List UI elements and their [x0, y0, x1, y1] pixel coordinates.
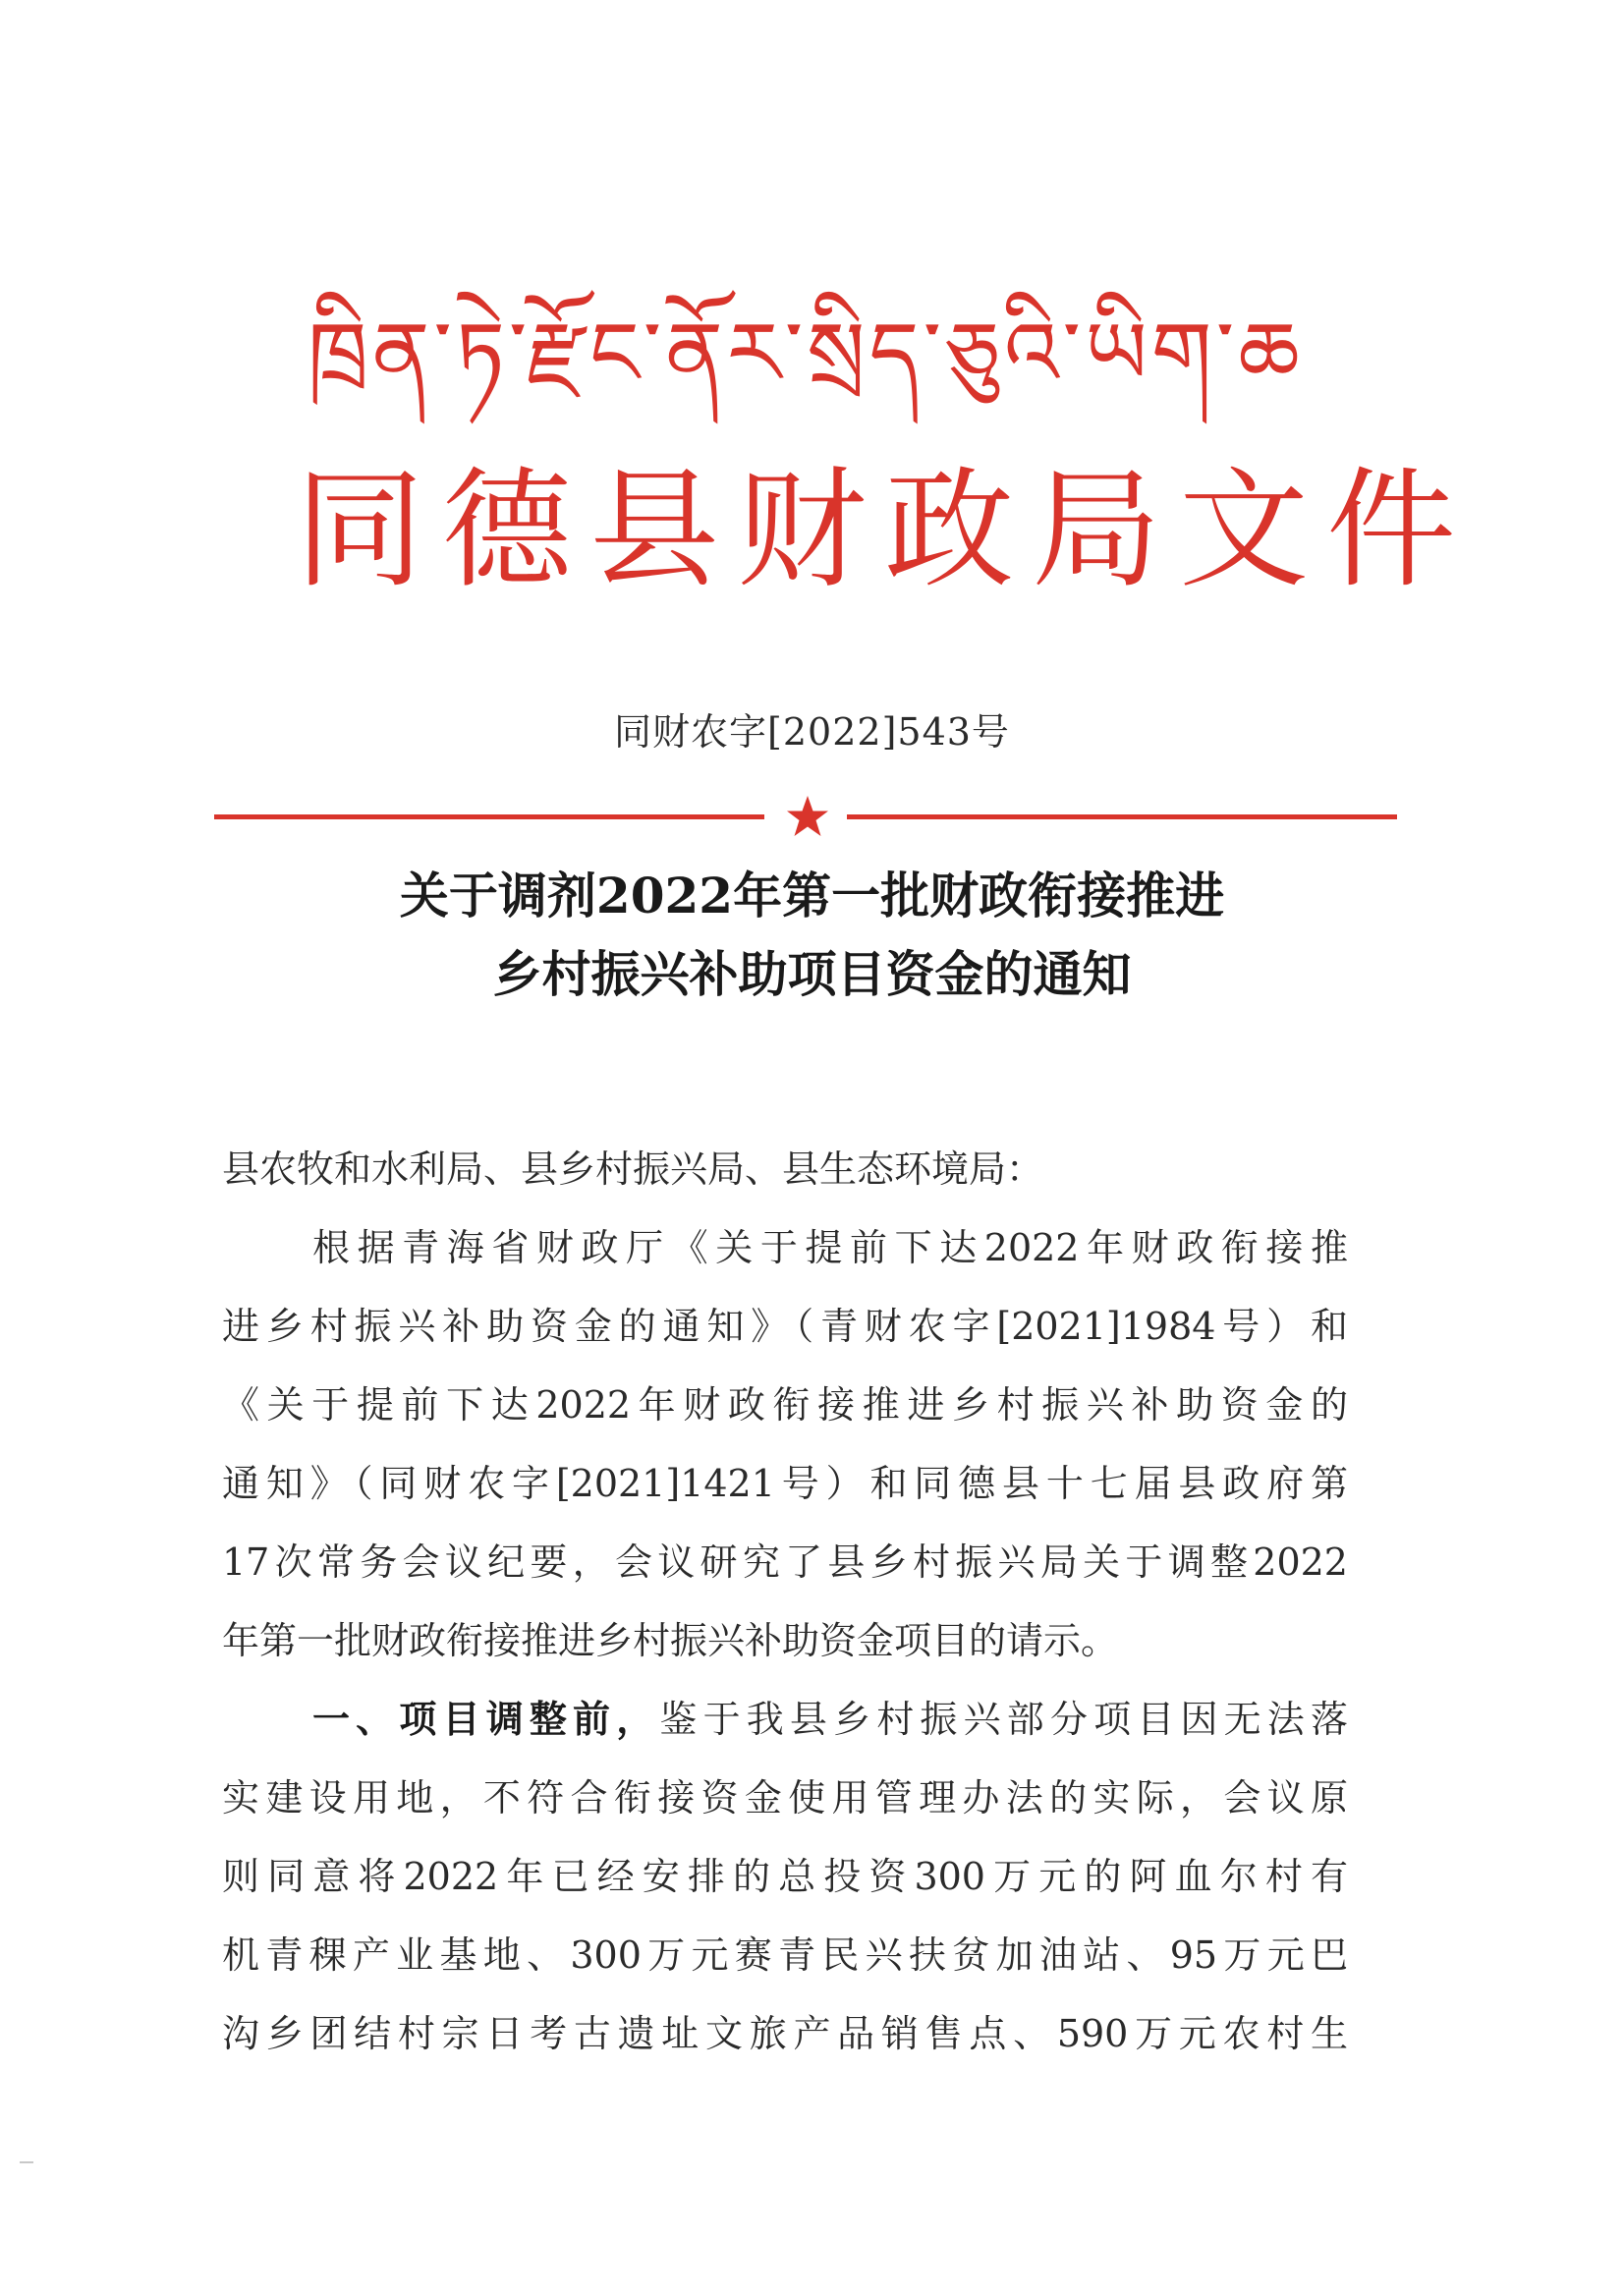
title-line-2: 乡村振兴补助项目资金的通知: [492, 945, 1132, 1003]
paragraph-1-line: 根据青海省财政厅《关于提前下达2022年财政衔接推: [312, 1226, 1348, 1269]
paragraph-1-line: 17次常务会议纪要，会议研究了县乡村振兴局关于调整2022: [222, 1540, 1348, 1584]
paragraph-2-first-rest: 鉴于我县乡村振兴部分项目因无法落: [659, 1698, 1348, 1741]
paragraph-2-line: 实建设用地，不符合衔接资金使用管理办法的实际，会议原: [222, 1776, 1348, 1819]
star-icon: [786, 794, 829, 839]
paragraph-2-line: 机青稞产业基地、300万元赛青民兴扶贫加油站、95万元巴: [222, 1933, 1348, 1977]
paragraph-2-line: 则同意将2022年已经安排的总投资300万元的阿血尔村有: [222, 1855, 1348, 1898]
tibetan-header-title: ཁྲིན་ཏེ་རྫོང་ནོར་སྲིད་ཅུའི་ཡིག་ཆ: [308, 303, 1304, 404]
section-heading-item-1: 一、项目调整前，: [312, 1697, 660, 1741]
title-line-1: 关于调剂2022年第一批财政衔接推进: [399, 867, 1225, 924]
divider-line-left: [214, 814, 764, 819]
paragraph-1-line: 《关于提前下达2022年财政衔接推进乡村振兴补助资金的: [222, 1383, 1348, 1427]
red-divider: [214, 794, 1397, 839]
paragraph-2-line: 沟乡团结村宗日考古遗址文旅产品销售点、590万元农村生: [222, 2012, 1348, 2055]
paragraph-2-line: [222, 1680, 1348, 1759]
chinese-header-title: 同德县财政局文件: [295, 455, 1474, 606]
scan-margin-mark: [20, 2161, 33, 2163]
paragraph-1-line: 进乡村振兴补助资金的通知》（青财农字[2021]1984号）和: [222, 1305, 1348, 1348]
addressee-line: 县农牧和水利局、县乡村振兴局、县生态环境局：: [222, 1148, 1044, 1191]
paragraph-1-line: 通知》（同财农字[2021]1421号）和同德县十七届县政府第: [222, 1462, 1348, 1505]
document-number: 同财农字[2022]543号: [614, 710, 1010, 754]
paragraph-1-line: 年第一批财政衔接推进乡村振兴补助资金项目的请示。: [222, 1619, 1119, 1662]
document-title: [0, 857, 1624, 1014]
document-body: [222, 1130, 1348, 2073]
divider-line-right: [847, 814, 1397, 819]
